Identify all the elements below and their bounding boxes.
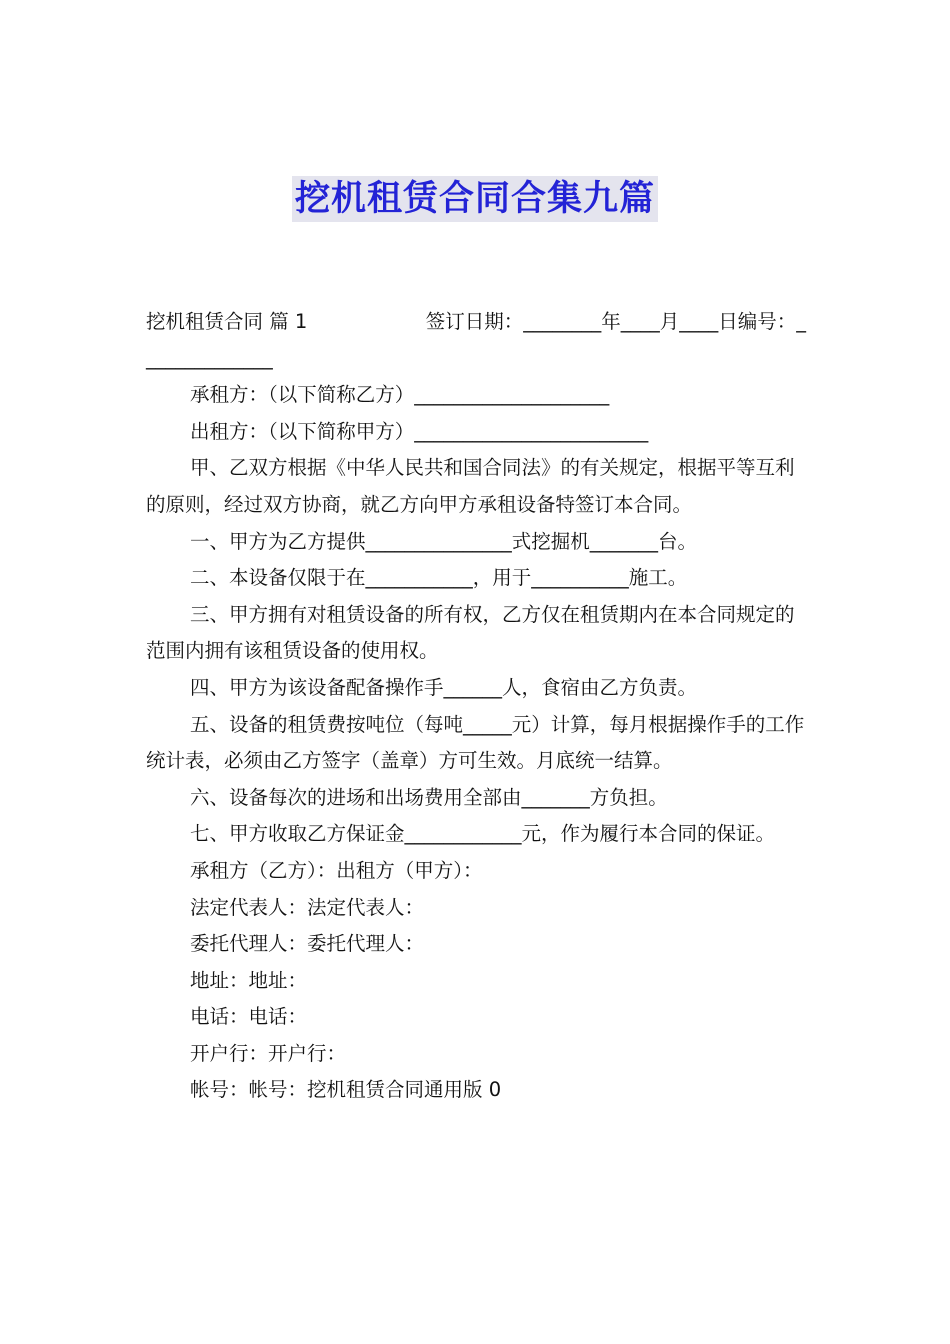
contract-number-label: 挖机租赁合同 篇 1 <box>146 310 308 333</box>
signing-date-field: 签订日期：________年____月____日编号：_ <box>425 310 806 333</box>
paragraph: 承租方（乙方）：出租方（甲方）： <box>190 858 483 882</box>
paragraph: 二、本设备仅限于在___________，用于__________施工。 <box>190 566 688 590</box>
paragraph: 七、甲方收取乙方保证金____________元，作为履行本合同的保证。 <box>190 822 776 846</box>
paragraph: 帐号：帐号：挖机租赁合同通用版 0 <box>190 1078 502 1102</box>
paragraph: 一、甲方为乙方提供_______________式挖掘机_______台。 <box>190 529 698 553</box>
paragraph: 地址：地址： <box>190 968 308 992</box>
paragraph: 四、甲方为该设备配备操作手______人，食宿由乙方负责。 <box>190 675 698 699</box>
paragraph: 开户行：开户行： <box>190 1041 347 1065</box>
document-body <box>146 304 806 1109</box>
paragraph: 五、设备的租赁费按吨位（每吨_____元）计算，每月根据操作手的工作统计表，必须由乙方签字（盖章）方可生效。月底统一结算。 <box>146 712 805 773</box>
paragraph: 电话：电话： <box>190 1005 308 1029</box>
title-container <box>0 176 950 222</box>
contract-header-line <box>146 304 806 341</box>
header-continuation: _____________ <box>146 346 273 370</box>
document-title: 挖机租赁合同合集九篇 <box>292 176 658 222</box>
paragraph: 三、甲方拥有对租赁设备的所有权，乙方仅在租赁期内在本合同规定的范围内拥有该租赁设备的使用权。 <box>146 602 795 663</box>
paragraph: 委托代理人：委托代理人： <box>190 932 425 956</box>
paragraph: 法定代表人：法定代表人： <box>190 895 425 919</box>
paragraph: 甲、乙双方根据《中华人民共和国合同法》的有关规定，根据平等互利的原则，经过双方协商，就乙方向甲方承租设备特签订本合同。 <box>146 456 795 516</box>
paragraph: 承租方：（以下简称乙方）____________________ <box>190 383 610 407</box>
paragraph: 出租方：（以下简称甲方）________________________ <box>190 419 649 443</box>
paragraph: 六、设备每次的进场和出场费用全部由_______方负担。 <box>190 785 668 809</box>
